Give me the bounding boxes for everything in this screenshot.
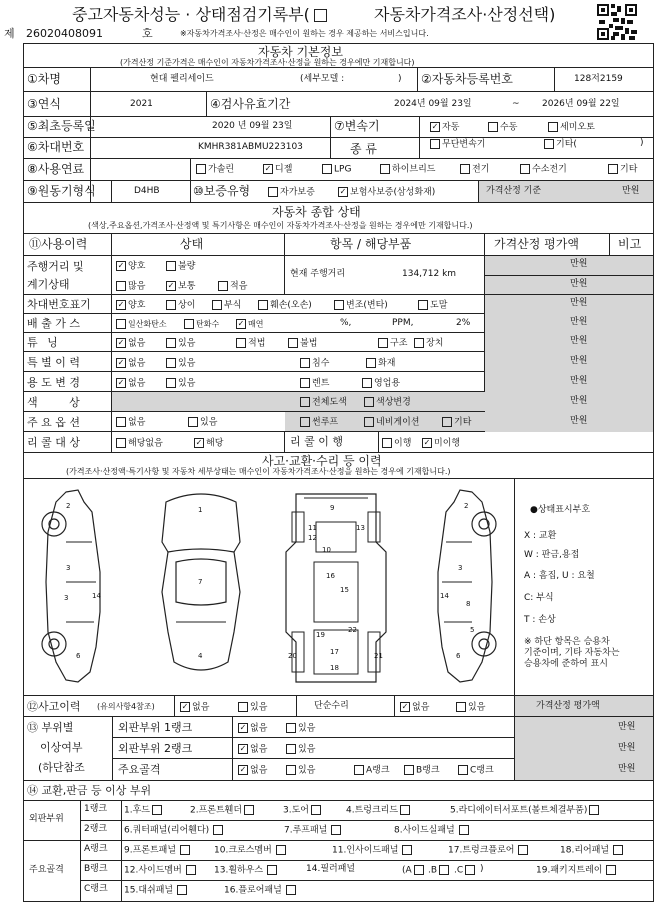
recall-none[interactable]: 해당없음 [116,438,163,449]
frame-panel-label: 주요골격 [29,865,64,875]
outer-rank2-none[interactable]: ✓없음 [238,744,267,755]
color-label: 색 상 [27,396,94,409]
price-base-label: 가격산정 기준 [486,186,542,196]
main-frame-unit: 만원 [618,764,636,774]
special-history-label: 특 별 이 력 [27,356,80,369]
price-unit-special: 만원 [570,356,588,366]
mileage-low[interactable]: 적음 [218,281,247,292]
part-side-sill[interactable]: 8.사이드실패널 [394,825,471,836]
warranty-label: ⑩보증유형 [193,184,251,198]
price-base-unit: 만원 [622,186,640,196]
price-unit-usage: 만원 [570,376,588,386]
emission-unit-percent: %, [340,318,352,328]
simple-repair-none[interactable]: ✓ 없음 [400,702,429,713]
price-unit-mileage-2: 만원 [570,279,588,289]
diagram-label-3b-left: 3 [64,594,69,602]
reg-number-label: ②자동차등록번호 [421,72,513,86]
engine-type: D4HB [134,186,160,196]
part-radiator-support[interactable]: 5.라디에이터서포트(볼트체결부품) [450,805,601,816]
pillar-b[interactable]: .B [428,865,451,876]
tuning-none[interactable]: ✓ 없음 [116,338,145,349]
diagram-label-6-left: 6 [76,652,81,660]
transmission-label: ⑦변속기 [334,119,380,133]
outer-rank2-label: 외판부위 2랭크 [118,742,193,755]
mileage-normal[interactable]: ✓ 보통 [166,281,195,292]
price-unit-emission: 만원 [570,317,588,327]
accident-price-eval-label: 가격산정 평가액 [536,701,600,711]
price-unit-option: 만원 [570,416,588,426]
recall-done[interactable]: 이행 [382,438,411,449]
status-note: (색상,주요옵션,가격조사·산정액 및 특기사항은 매수인이 자동차가격조사·산정을 원하는 경우에만 기재합니다.) [88,221,473,230]
legend-weld: W : 판금,용접 [524,550,580,560]
part-dash-panel[interactable]: 15.대쉬패널 [124,885,189,896]
diagram-label-5: 5 [470,626,475,634]
simple-repair-yes[interactable]: 있음 [456,702,485,713]
tuning-label: 튜 닝 [27,336,61,349]
diagram-label-10: 10 [322,546,331,554]
fuel-label: ⑧사용연료 [27,162,85,176]
tuning-yes[interactable]: 있음 [166,338,195,349]
pillar-a[interactable]: (A [402,865,426,876]
recall-label: 리 콜 대 상 [27,436,80,449]
emission-value: 2% [456,318,471,328]
main-frame-yes[interactable]: 있음 [286,765,315,776]
rank2-label: 2랭크 [84,824,108,834]
reg-number: 128저2159 [574,74,623,84]
trans-auto-option[interactable]: ✓ 자동 [430,122,459,133]
legend-note-1: ※ 하단 항목은 승용차 [524,637,610,647]
diagram-label-2-left: 2 [66,502,71,510]
first-reg-date: 2020 년 09월 23일 [212,121,293,131]
trans-other-close: ) [640,138,644,148]
mileage-bad[interactable]: 불량 [166,261,195,272]
outer-rank2-unit: 만원 [618,743,636,753]
record-number: 26020408091 [26,27,103,40]
legend-scratch: A : 흠집, U : 요철 [524,571,595,581]
car-name: 현대 펠리세이드 [150,74,214,84]
special-none[interactable]: ✓ 없음 [116,358,145,369]
vinmark-damage[interactable]: 훼손(오손) [258,300,312,311]
emission-co[interactable]: 일산화탄소 [116,319,167,329]
part-anomaly-label-2: 이상여부 [40,741,83,754]
inspection-from: 2024년 09월 23일 [394,99,472,109]
option-none[interactable]: 없음 [116,417,145,428]
special-flood[interactable]: 침수 [300,358,329,369]
diagram-label-2-right: 2 [464,502,469,510]
detail-model-close: ) [398,74,402,84]
status-heading: 자동차 종합 상태 [272,205,361,219]
mileage-good[interactable]: ✓양호 [116,261,145,272]
part-door[interactable]: 3.도어 [283,805,323,816]
diagram-label-16: 16 [326,572,335,580]
basic-info-note: (가격산정 기준가격은 매수인이 자동차가격조사·산정을 원하는 경우에만 기재합니다) [120,58,415,67]
outer-panel-label: 외판부위 [29,814,64,824]
usage-rent[interactable]: 렌트 [300,378,329,389]
vinmark-diff[interactable]: 상이 [166,300,195,311]
tuning-legal[interactable]: 적법 [236,338,265,349]
emission-label: 배 출 가 스 [27,317,80,330]
rank-a-label: A랭크 [84,844,108,854]
mileage-label-2: 계기상태 [27,278,70,291]
main-frame-label: 주요골격 [118,763,161,776]
part-wheel-house[interactable]: 13.휠하우스 [214,865,279,876]
mileage-high[interactable]: 많음 [116,281,145,292]
item-header: 항목 / 해당부품 [330,237,412,251]
vinmark-smeared[interactable]: 도말 [418,300,447,311]
car-name-label: ①차명 [27,72,61,86]
accident-history-label: ⑫사고이력 [27,700,81,713]
diagram-label-1: 1 [198,506,203,514]
record-number-suffix: 호 [142,27,153,40]
diagram-label-11: 11 [308,524,317,532]
legend-corrosion: C: 부식 [524,593,554,603]
remark-header: 비고 [618,237,642,251]
diagram-label-19: 19 [316,631,325,639]
usage-change-label: 용 도 변 경 [27,376,80,389]
diagram-label-7: 7 [198,578,203,586]
legend-title: ●상태표시부호 [530,505,591,515]
inspection-validity-label: ④검사유효기간 [210,97,291,111]
outer-rank1-none[interactable]: ✓없음 [238,723,267,734]
diagram-label-21: 21 [374,652,383,660]
fuel-diesel[interactable]: ✓ 디젤 [263,164,292,175]
form-title: 중고자동차성능 · 상태점검기록부( [72,7,331,23]
part-front-panel[interactable]: 9.프론트패널 [124,845,192,856]
inspection-tilde: ~ [512,99,520,109]
legend-note-3: 승용차에 준하여 표시 [524,659,608,669]
outer-rank1-yes[interactable]: 있음 [286,723,315,734]
current-mileage-label: 현재 주행거리 [290,269,346,279]
vin-label: ⑥차대번호 [27,140,85,154]
price-unit-mileage-1: 만원 [570,259,588,269]
fuel-electric[interactable]: 전기 [460,164,489,175]
emission-unit-ppm: PPM, [392,318,414,328]
fuel-lpg[interactable]: LPG [322,164,351,175]
warranty-insurer[interactable]: ✓ 보험사보증(삼성화재) [338,187,435,198]
option-yes[interactable]: 있음 [188,417,217,428]
inspection-to: 2026년 09월 22일 [542,99,620,109]
form-title-option: 자동차가격조사·산정선택) [374,5,556,24]
part-floor-panel[interactable]: 16.플로어패널 [224,885,298,896]
part-inside-panel[interactable]: 11.인사이드패널 [332,845,414,856]
pillar-c[interactable]: .C [454,865,477,876]
current-mileage: 134,712 km [402,269,457,279]
trans-cvt-option[interactable]: 무단변속기 [430,139,485,150]
part-trunk-lid[interactable]: 4.트렁크리드 [346,805,412,816]
tuning-device[interactable]: 장치 [414,338,443,349]
frame-rank-c[interactable]: C랭크 [458,765,494,776]
detail-model-label: (세부모델 : [300,74,345,84]
legend-note-2: 기준이며, 기타 자동차는 [524,648,620,658]
color-change[interactable]: 색상변경 [364,397,411,408]
price-unit-tuning: 만원 [570,336,588,346]
part-front-fender[interactable]: 2.프론트휀더 [190,805,256,816]
part-package-tray[interactable]: 19.패키지트레이 [536,865,618,876]
trans-other-option[interactable]: 기타( [544,139,577,150]
part-rear-panel[interactable]: 18.리어패널 [560,845,625,856]
option-other[interactable]: 기타 [442,417,471,428]
vinmark-good[interactable]: ✓ 양호 [116,300,145,311]
diagram-label-17: 17 [330,648,339,656]
special-yes[interactable]: 있음 [166,358,195,369]
frame-rank-a[interactable]: A랭크 [354,765,390,776]
main-frame-none[interactable]: ✓없음 [238,765,267,776]
trans-manual-option[interactable]: 수동 [488,122,517,133]
diagram-label-14-right: 14 [440,592,449,600]
engine-type-label: ⑨원동기형식 [27,184,96,198]
trans-kind-label: 종 류 [350,142,377,156]
diagram-label-22: 22 [348,626,357,634]
diagram-label-18: 18 [330,664,339,672]
record-number-label: 제 [4,27,15,40]
exchange-heading: ⑭ 교환,판금 등 이상 부위 [27,784,152,797]
part-pillar-panel[interactable]: 14.필러패널 [306,864,356,874]
tuning-structure[interactable]: 구조 [378,338,407,349]
use-history-header: ⑪사용이력 [29,237,88,251]
diagram-label-8: 8 [466,600,471,608]
diagram-label-3-left: 3 [66,564,71,572]
pillar-close: ) [480,864,484,874]
year-label: ③연식 [27,97,61,111]
basic-info-heading: 자동차 기본정보 [258,45,343,59]
special-fire[interactable]: 화재 [366,358,395,369]
state-header: 상태 [180,237,204,251]
diagram-label-9: 9 [330,504,335,512]
emission-hc[interactable]: 탄화수 [184,319,219,329]
frame-rank-b[interactable]: B랭크 [404,765,440,776]
usage-yes[interactable]: 있음 [166,378,195,389]
year-value: 2021 [130,99,153,109]
part-roof-panel[interactable]: 7.루프패널 [284,825,343,836]
vinmark-altered[interactable]: 변조(변타) [334,300,388,311]
usage-none[interactable]: ✓ 없음 [116,378,145,389]
accident-yes[interactable]: 있음 [238,702,267,713]
part-side-member[interactable]: 12.사이드멤버 [124,865,198,876]
warranty-self[interactable]: 자가보증 [268,187,315,198]
fuel-gasoline[interactable]: 가솔린 [196,164,234,175]
vin-value: KMHR381ABMU223103 [198,142,303,152]
main-option-label: 주 요 옵 션 [27,416,80,429]
diagram-label-6-right: 6 [456,652,461,660]
rank-b-label: B랭크 [84,864,108,874]
part-trunk-floor[interactable]: 17.트렁크플로어 [448,845,530,856]
option-navigation[interactable]: 네비게이션 [364,417,419,428]
tuning-illegal[interactable]: 불법 [288,338,317,349]
diagram-label-12: 12 [308,534,317,542]
accident-history-note: (유의사항4참조) [97,702,155,711]
vinmark-corrosion[interactable]: 부식 [212,300,241,311]
recall-not-done[interactable]: ✓ 미이행 [422,438,460,449]
rank-c-label: C랭크 [84,884,108,894]
legend-exchange: X : 교환 [524,531,557,541]
rank1-label: 1랭크 [84,804,108,814]
recall-execution-label: 리 콜 이 행 [290,435,343,448]
part-hood[interactable]: 1.후드 [124,805,164,816]
diagram-label-14-left: 14 [92,592,101,600]
fuel-hybrid[interactable]: 하이브리드 [380,164,435,175]
accident-none[interactable]: ✓ 없음 [180,702,209,713]
mileage-label-1: 주행거리 및 [27,260,84,273]
part-cross-member[interactable]: 10.크로스멤버 [214,845,288,856]
outer-rank1-unit: 만원 [618,722,636,732]
price-eval-header: 가격산정 평가액 [494,237,579,251]
legend-damage: T : 손상 [524,615,556,625]
trans-semiauto-option[interactable]: 세미오토 [548,122,595,133]
diagram-label-3-right: 3 [458,564,463,572]
simple-repair-label: 단순수리 [314,701,349,711]
usage-business[interactable]: 영업용 [362,378,400,389]
diagram-label-4: 4 [198,652,203,660]
fuel-other[interactable]: 기타 [608,164,637,175]
accident-heading: 사고·교환·수리 등 이력 [262,454,382,468]
part-anomaly-label-3: (하단참조 [38,761,85,774]
option-sunroof[interactable]: 썬루프 [300,417,338,428]
price-unit-vin: 만원 [570,298,588,308]
diagram-label-13: 13 [356,524,365,532]
outer-rank1-label: 외판부위 1랭크 [118,721,193,734]
service-note: ※자동차가격조사·산정은 매수인이 원하는 경우 제공하는 서비스입니다. [180,29,429,38]
emission-smoke[interactable]: ✓ 매연 [236,319,263,329]
qr-code [597,4,637,40]
part-quarter-panel[interactable]: 6.쿼터패널(리어휀다) [124,825,225,836]
recall-applicable[interactable]: ✓ 해당 [194,438,223,449]
accident-note: (가격조사·산정액·특기사항 및 자동차 세부상태는 매수인이 자동차가격조사·산정을 원하는 경우에 기재합니다.) [66,467,451,476]
first-reg-label: ⑤최초등록일 [27,119,96,133]
outer-rank2-yes[interactable]: 있음 [286,744,315,755]
diagram-label-20: 20 [288,652,297,660]
price-unit-color: 만원 [570,396,588,406]
color-full-paint[interactable]: 전체도색 [300,397,347,408]
car-damage-diagram [26,482,512,692]
part-anomaly-label-1: ⑬ 부위별 [27,721,74,734]
diagram-label-15: 15 [340,586,349,594]
fuel-hydrogen[interactable]: 수소전기 [520,164,567,175]
vin-marking-label: 차대번호표기 [27,298,91,311]
